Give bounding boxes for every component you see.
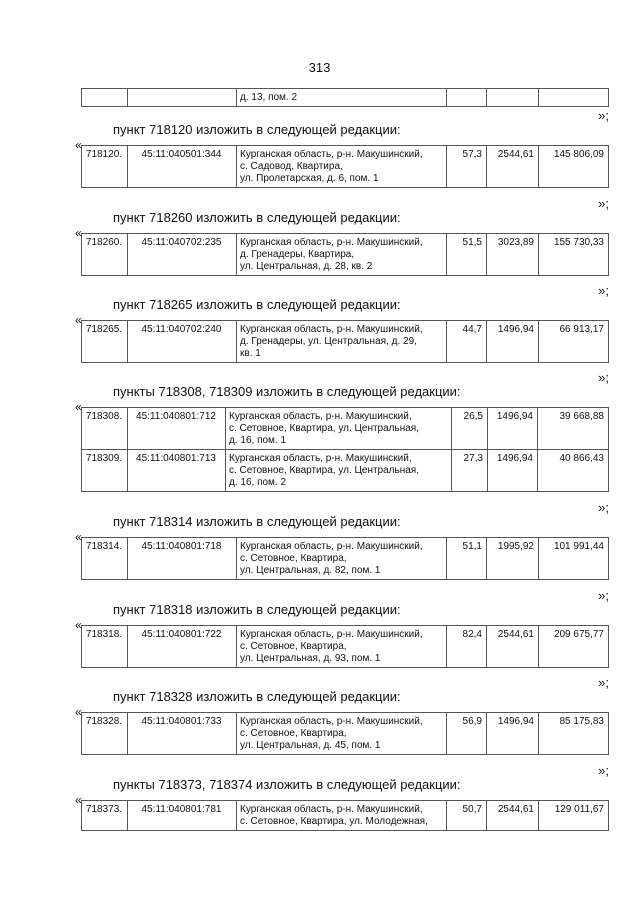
cell-rate: [487, 89, 539, 107]
cell-address: [237, 626, 447, 668]
address-line: кв. 1: [240, 348, 261, 359]
closing-quote: »;: [598, 370, 609, 385]
cell-rate: 1496,94: [488, 408, 538, 450]
cell-rate: 2544,61: [487, 146, 539, 188]
address-line: ул. Центральная, д. 93, пом. 1: [240, 653, 381, 664]
cell-rate: 2544,61: [487, 626, 539, 668]
cell-cadastral: 45:11:040702:235: [128, 234, 237, 276]
cell-cadastral: 45:11:040801:722: [128, 626, 237, 668]
cell-cost: 101 991,44: [539, 538, 609, 580]
cell-cadastral: 45:11:040702:240: [128, 321, 237, 363]
amendment-paragraph: пункт 718328 изложить в следующей редакции:: [113, 689, 401, 704]
table-row: [82, 450, 609, 492]
cadastral-table: [81, 407, 609, 492]
opening-quote: «: [75, 618, 82, 632]
address-line: Курганская область, р-н. Макушинский,: [240, 804, 423, 815]
address-line: Курганская область, р-н. Макушинский,: [240, 716, 423, 727]
cell-rate: 2544,61: [487, 801, 539, 831]
address-line: Курганская область, р-н. Макушинский,: [240, 237, 423, 248]
cell-cadastral: 45:11:040801:718: [128, 538, 237, 580]
amendment-paragraph: пункт 718120 изложить в следующей редакции:: [113, 122, 401, 137]
cell-cost: 40 866,43: [538, 450, 609, 492]
fragment-table: [81, 88, 609, 107]
cell-number: 718308.: [82, 408, 128, 450]
cell-cost: 129 011,67: [539, 801, 609, 831]
cadastral-table: [81, 625, 609, 668]
table-row: [82, 146, 609, 188]
table-row: [82, 89, 609, 107]
opening-quote: «: [75, 705, 82, 719]
cell-area: 50,7: [447, 801, 487, 831]
amendment-paragraph: пункты 718308, 718309 изложить в следующей редакции:: [113, 384, 461, 399]
address-line: д. 13, пом. 2: [240, 92, 298, 103]
cell-cost: 66 913,17: [539, 321, 609, 363]
cell-area: 51,1: [447, 538, 487, 580]
address-line: с. Сетовное, Квартира, ул. Молодежная,: [240, 816, 428, 827]
cell-cost: 155 730,33: [539, 234, 609, 276]
cell-number: 718373.: [82, 801, 128, 831]
opening-quote: «: [75, 226, 82, 240]
cell-area: 56,9: [447, 713, 487, 755]
cell-number: 718318.: [82, 626, 128, 668]
cell-area: 57,3: [447, 146, 487, 188]
address-line: Курганская область, р-н. Макушинский,: [240, 324, 423, 335]
cell-address: [226, 408, 452, 450]
address-line: Курганская область, р-н. Макушинский,: [240, 629, 423, 640]
closing-quote: »;: [598, 763, 609, 778]
cadastral-table: [81, 712, 609, 755]
address-line: Курганская область, р-н. Макушинский,: [229, 453, 412, 464]
closing-quote: »;: [598, 588, 609, 603]
address-line: с. Сетовное, Квартира,: [240, 553, 347, 564]
opening-quote: «: [75, 400, 82, 414]
cell-number: 718314.: [82, 538, 128, 580]
address-line: с. Сетовное, Квартира,: [240, 641, 347, 652]
cell-rate: 1496,94: [487, 321, 539, 363]
cell-cadastral: 45:11:040801:781: [128, 801, 237, 831]
address-line: ул. Пролетарская, д. 6, пом. 1: [240, 173, 379, 184]
table-row: [82, 801, 609, 831]
cell-number: [82, 89, 128, 107]
table-row: [82, 321, 609, 363]
cell-number: 718265.: [82, 321, 128, 363]
address-line: д. Гренадеры, Квартира,: [240, 249, 355, 260]
cell-address: [237, 234, 447, 276]
address-line: ул. Центральная, д. 28, кв. 2: [240, 261, 373, 272]
cell-area: 26,5: [452, 408, 488, 450]
opening-quote: «: [75, 793, 82, 807]
cell-address: [237, 801, 447, 831]
opening-quote: «: [75, 138, 82, 152]
cell-rate: 3023,89: [487, 234, 539, 276]
cadastral-table: [81, 145, 609, 188]
address-line: с. Сетовное, Квартира, ул. Центральная,: [229, 465, 420, 476]
closing-quote: »;: [598, 196, 609, 211]
cell-cadastral: 45:11:040501:344: [128, 146, 237, 188]
cell-area: [447, 89, 487, 107]
amendment-paragraph: пункт 718318 изложить в следующей редакции:: [113, 602, 401, 617]
closing-quote: »;: [598, 675, 609, 690]
cell-area: 27,3: [452, 450, 488, 492]
cell-address: [237, 89, 447, 107]
address-line: с. Сетовное, Квартира,: [240, 728, 347, 739]
table-row: [82, 234, 609, 276]
address-line: ул. Центральная, д. 82, пом. 1: [240, 565, 381, 576]
address-line: Курганская область, р-н. Макушинский,: [229, 411, 412, 422]
cadastral-table: [81, 800, 609, 831]
table-row: [82, 626, 609, 668]
cell-cost: [539, 89, 609, 107]
cell-cadastral: 45:11:040801:733: [128, 713, 237, 755]
amendment-paragraph: пункт 718265 изложить в следующей редакции:: [113, 297, 401, 312]
cell-number: 718260.: [82, 234, 128, 276]
closing-quote: »;: [598, 500, 609, 515]
amendment-paragraph: пункт 718314 изложить в следующей редакции:: [113, 514, 401, 529]
cell-cost: 209 675,77: [539, 626, 609, 668]
page-number: 313: [308, 60, 331, 75]
table-row: [82, 408, 609, 450]
cell-rate: 1496,94: [488, 450, 538, 492]
address-line: Курганская область, р-н. Макушинский,: [240, 149, 423, 160]
cell-area: 44,7: [447, 321, 487, 363]
cell-cadastral: 45:11:040801:713: [128, 450, 226, 492]
amendment-paragraph: пункт 718260 изложить в следующей редакции:: [113, 210, 401, 225]
cell-number: 718309.: [82, 450, 128, 492]
cell-rate: 1496,94: [487, 713, 539, 755]
cell-area: 82,4: [447, 626, 487, 668]
cell-cadastral: [128, 89, 237, 107]
address-line: д. Гренадеры, ул. Центральная, д. 29,: [240, 336, 417, 347]
cell-number: 718120.: [82, 146, 128, 188]
table-row: [82, 713, 609, 755]
address-line: Курганская область, р-н. Макушинский,: [240, 541, 423, 552]
cadastral-table: [81, 537, 609, 580]
cadastral-table: [81, 320, 609, 363]
amendment-paragraph: пункты 718373, 718374 изложить в следующей редакции:: [113, 777, 461, 792]
table-row: [82, 538, 609, 580]
address-line: с. Сетовное, Квартира, ул. Центральная,: [229, 423, 420, 434]
cell-rate: 1995,92: [487, 538, 539, 580]
cell-address: [237, 146, 447, 188]
cell-address: [226, 450, 452, 492]
cell-address: [237, 538, 447, 580]
address-line: д. 16, пом. 1: [229, 435, 287, 446]
cell-cadastral: 45:11:040801:712: [128, 408, 226, 450]
closing-quote: »;: [598, 283, 609, 298]
address-line: с. Садовод, Квартира,: [240, 161, 343, 172]
cell-cost: 145 806,09: [539, 146, 609, 188]
cell-cost: 39 668,88: [538, 408, 609, 450]
opening-quote: «: [75, 313, 82, 327]
address-line: ул. Центральная, д. 45, пом. 1: [240, 740, 381, 751]
cadastral-table: [81, 233, 609, 276]
opening-quote: «: [75, 530, 82, 544]
closing-quote: »;: [598, 108, 609, 123]
cell-address: [237, 713, 447, 755]
cell-cost: 85 175,83: [539, 713, 609, 755]
address-line: д. 16, пом. 2: [229, 477, 287, 488]
cell-number: 718328.: [82, 713, 128, 755]
cell-address: [237, 321, 447, 363]
cell-area: 51,5: [447, 234, 487, 276]
